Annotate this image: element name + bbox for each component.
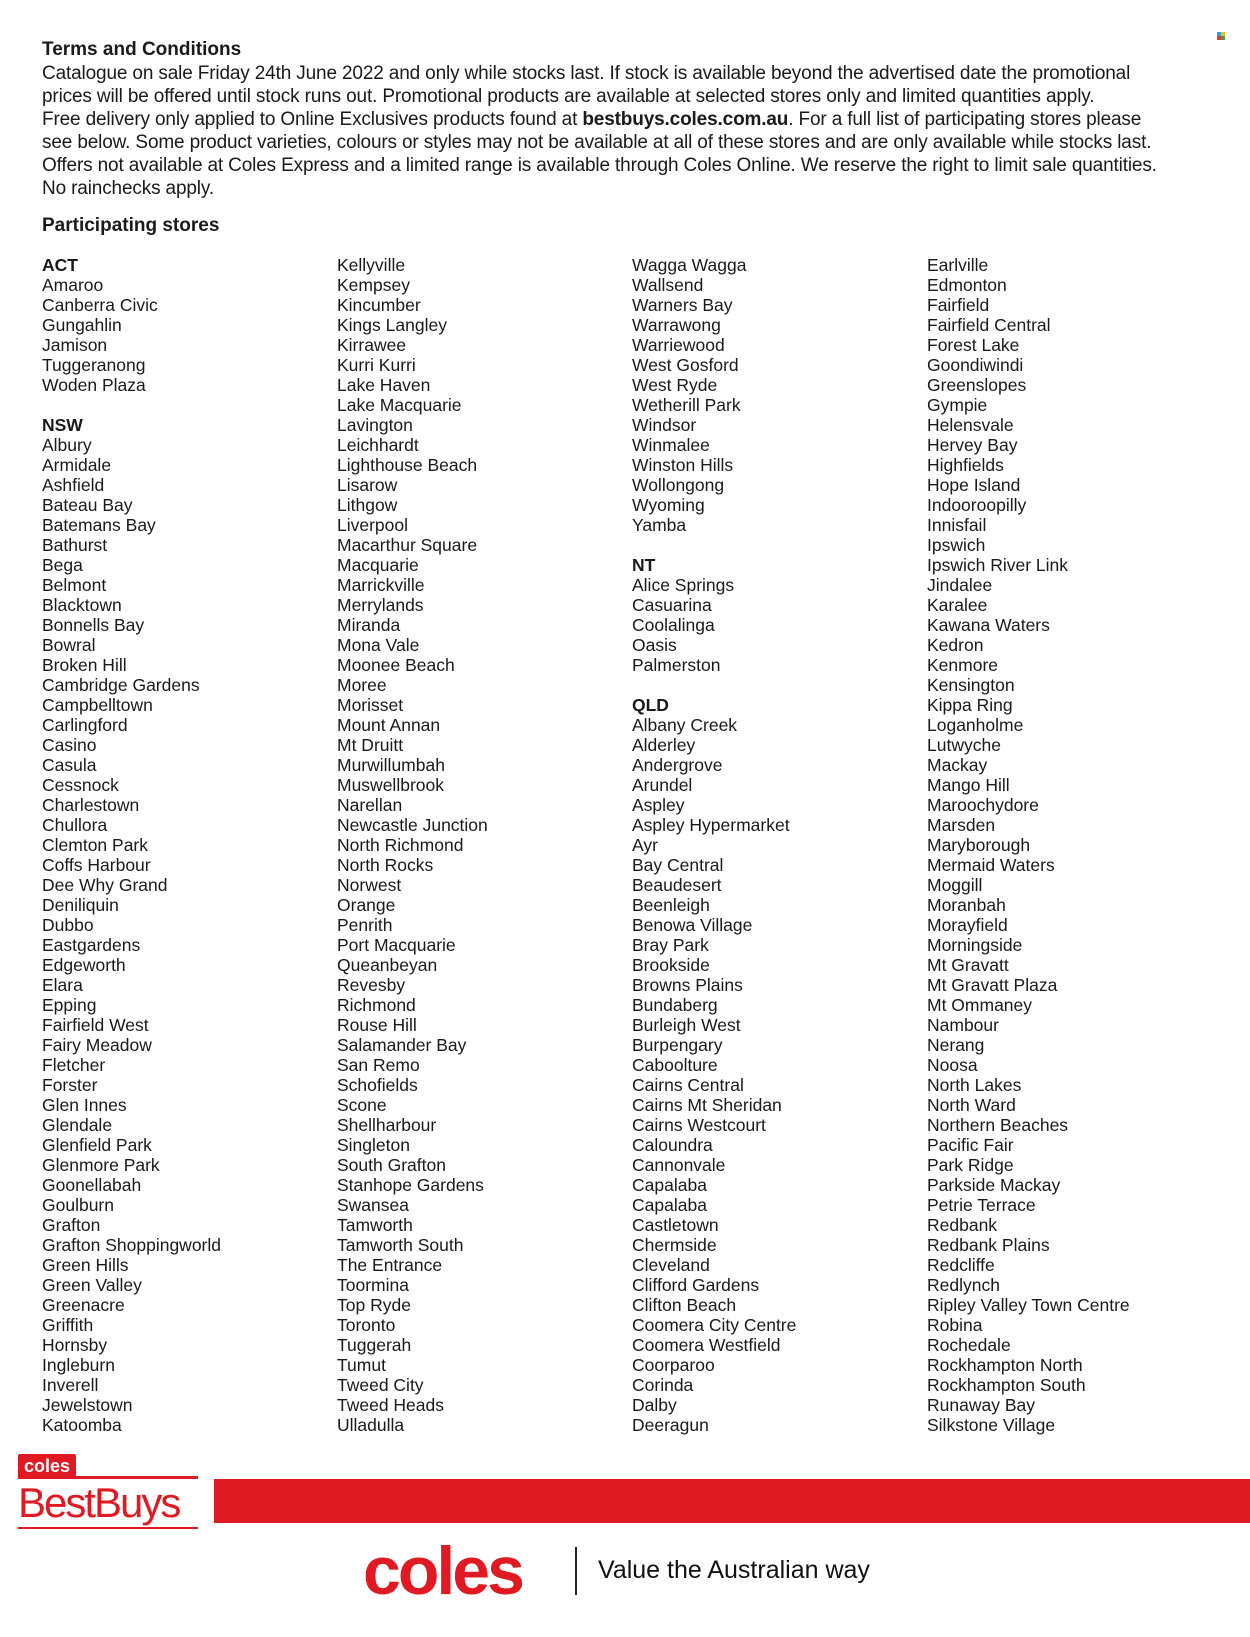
store-name: Fairfield West xyxy=(42,1015,149,1035)
store-name: Tumut xyxy=(337,1355,386,1375)
store-name: Ripley Valley Town Centre xyxy=(927,1295,1130,1315)
store-name: Lithgow xyxy=(337,495,398,515)
logo-underline xyxy=(18,1527,198,1529)
store-name: Toormina xyxy=(337,1275,409,1295)
store-name: Eastgardens xyxy=(42,935,141,955)
store-name: Yamba xyxy=(632,515,687,535)
store-name: Redlynch xyxy=(927,1275,1000,1295)
store-name: Coffs Harbour xyxy=(42,855,151,875)
store-name: Kirrawee xyxy=(337,335,407,355)
store-name: Mackay xyxy=(927,755,988,775)
store-name: Clifford Gardens xyxy=(632,1275,760,1295)
store-name: Moranbah xyxy=(927,895,1006,915)
store-name: Fairfield Central xyxy=(927,315,1051,335)
terms-line: No rainchecks apply. xyxy=(42,178,214,199)
store-name: Mt Gravatt Plaza xyxy=(927,975,1058,995)
store-name: Elara xyxy=(42,975,83,995)
store-name: Marrickville xyxy=(337,575,425,595)
store-name: Clemton Park xyxy=(42,835,149,855)
store-name: Browns Plains xyxy=(632,975,743,995)
store-name: Forest Lake xyxy=(927,335,1020,355)
store-name: Salamander Bay xyxy=(337,1035,467,1055)
store-name: Kedron xyxy=(927,635,984,655)
terms-line: Offers not available at Coles Express and a limited range is available through Coles Online. We reserve the right to limit sale quantities. xyxy=(42,155,1157,176)
store-name: Winston Hills xyxy=(632,455,734,475)
terms-text: Free delivery only applied to Online Exclusives products found at xyxy=(42,109,583,130)
store-name: Innisfail xyxy=(927,515,987,535)
store-name: San Remo xyxy=(337,1055,420,1075)
store-name: Aspley xyxy=(632,795,685,815)
store-name: Miranda xyxy=(337,615,401,635)
terms-text: . For a full list of participating stores please xyxy=(788,109,1142,130)
store-name: Redbank xyxy=(927,1215,998,1235)
store-name: Gungahlin xyxy=(42,315,122,335)
store-name: Revesby xyxy=(337,975,406,995)
store-name: Lake Macquarie xyxy=(337,395,462,415)
store-name: Redcliffe xyxy=(927,1255,995,1275)
store-name: Alice Springs xyxy=(632,575,735,595)
store-name: Ipswich xyxy=(927,535,986,555)
store-name: Kincumber xyxy=(337,295,421,315)
store-name: Blacktown xyxy=(42,595,122,615)
store-name: Tamworth South xyxy=(337,1235,464,1255)
coles-logo: coles xyxy=(363,1533,522,1609)
store-name: Woden Plaza xyxy=(42,375,146,395)
store-name: Fletcher xyxy=(42,1055,106,1075)
store-name: Tamworth xyxy=(337,1215,413,1235)
store-name: Edmonton xyxy=(927,275,1007,295)
store-name: West Ryde xyxy=(632,375,718,395)
store-name: Edgeworth xyxy=(42,955,126,975)
participating-stores-title: Participating stores xyxy=(42,215,220,236)
store-name: Fairfield xyxy=(927,295,990,315)
terms-and-conditions xyxy=(42,38,1212,200)
store-name: Broken Hill xyxy=(42,655,127,675)
store-name: North Ward xyxy=(927,1095,1016,1115)
store-name: Tuggerah xyxy=(337,1335,412,1355)
store-name: Castletown xyxy=(632,1215,719,1235)
terms-line: Catalogue on sale Friday 24th June 2022 and only while stocks last. If stock is available beyond the advertised date the promotional xyxy=(42,63,1131,84)
store-name: Merrylands xyxy=(337,595,424,615)
store-name: Cessnock xyxy=(42,775,119,795)
store-name: Queanbeyan xyxy=(337,955,438,975)
store-name: Robina xyxy=(927,1315,983,1335)
store-name: North Lakes xyxy=(927,1075,1022,1095)
store-name: Top Ryde xyxy=(337,1295,411,1315)
store-name: Lutwyche xyxy=(927,735,1001,755)
store-name: South Grafton xyxy=(337,1155,446,1175)
store-name: Morningside xyxy=(927,935,1023,955)
store-name: Lighthouse Beach xyxy=(337,455,478,475)
store-name: Rochedale xyxy=(927,1335,1011,1355)
footer-slogan: Value the Australian way xyxy=(598,1556,870,1584)
store-name: Wyoming xyxy=(632,495,705,515)
store-name: Ayr xyxy=(632,835,658,855)
store-name: Warriewood xyxy=(632,335,725,355)
store-name: Hornsby xyxy=(42,1335,108,1355)
store-name: Kawana Waters xyxy=(927,615,1050,635)
store-name: Glen Innes xyxy=(42,1095,127,1115)
store-name: Burpengary xyxy=(632,1035,723,1055)
store-name: Indooroopilly xyxy=(927,495,1027,515)
store-name: Alderley xyxy=(632,735,696,755)
store-name: Swansea xyxy=(337,1195,409,1215)
store-name: Campbelltown xyxy=(42,695,153,715)
store-name: Glendale xyxy=(42,1115,113,1135)
store-name: Bonnells Bay xyxy=(42,615,145,635)
store-name: Deeragun xyxy=(632,1415,709,1435)
store-name: Lake Haven xyxy=(337,375,431,395)
store-name: Park Ridge xyxy=(927,1155,1014,1175)
store-name: Wallsend xyxy=(632,275,704,295)
store-name: Hervey Bay xyxy=(927,435,1018,455)
store-name: Caboolture xyxy=(632,1055,718,1075)
store-name: Canberra Civic xyxy=(42,295,158,315)
store-name: Palmerston xyxy=(632,655,721,675)
store-name: Wagga Wagga xyxy=(632,255,747,275)
store-name: Beenleigh xyxy=(632,895,710,915)
store-name: Orange xyxy=(337,895,396,915)
store-name: Albury xyxy=(42,435,92,455)
store-column-2 xyxy=(337,255,617,1435)
logo-coles-tag: coles xyxy=(18,1454,76,1478)
store-name: Fairy Meadow xyxy=(42,1035,152,1055)
store-name: Toronto xyxy=(337,1315,396,1335)
store-name: Warrawong xyxy=(632,315,721,335)
store-name: Ipswich River Link xyxy=(927,555,1069,575)
store-name: Jamison xyxy=(42,335,108,355)
store-name: Cannonvale xyxy=(632,1155,726,1175)
store-name: Mt Gravatt xyxy=(927,955,1009,975)
store-name: Clifton Beach xyxy=(632,1295,737,1315)
store-name: Mount Annan xyxy=(337,715,441,735)
spacer xyxy=(42,395,322,415)
store-name: Beaudesert xyxy=(632,875,722,895)
store-name: West Gosford xyxy=(632,355,739,375)
store-name: Windsor xyxy=(632,415,697,435)
store-name: Jewelstown xyxy=(42,1395,133,1415)
store-name: Kempsey xyxy=(337,275,410,295)
state-heading: QLD xyxy=(632,695,669,715)
store-name: Oasis xyxy=(632,635,677,655)
store-name: Highfields xyxy=(927,455,1004,475)
store-name: Casuarina xyxy=(632,595,712,615)
store-name: Kensington xyxy=(927,675,1015,695)
store-name: Mt Ommaney xyxy=(927,995,1033,1015)
store-name: Forster xyxy=(42,1075,98,1095)
store-name: Green Hills xyxy=(42,1255,129,1275)
store-name: Penrith xyxy=(337,915,393,935)
store-name: Chullora xyxy=(42,815,108,835)
store-name: Leichhardt xyxy=(337,435,419,455)
store-name: Bowral xyxy=(42,635,96,655)
store-name: Winmalee xyxy=(632,435,710,455)
store-name: Murwillumbah xyxy=(337,755,445,775)
store-name: Muswellbrook xyxy=(337,775,444,795)
coles-bestbuys-logo xyxy=(18,1454,204,1530)
store-name: Morayfield xyxy=(927,915,1008,935)
store-name: Aspley Hypermarket xyxy=(632,815,790,835)
color-registration-mark xyxy=(1217,32,1225,40)
store-name: Pacific Fair xyxy=(927,1135,1014,1155)
store-name: Singleton xyxy=(337,1135,410,1155)
store-name: Katoomba xyxy=(42,1415,122,1435)
store-name: Mango Hill xyxy=(927,775,1010,795)
store-name: Tuggeranong xyxy=(42,355,146,375)
store-name: Amaroo xyxy=(42,275,104,295)
store-name: Grafton xyxy=(42,1215,101,1235)
store-name: Ulladulla xyxy=(337,1415,405,1435)
store-name: Goonellabah xyxy=(42,1175,142,1195)
terms-line xyxy=(42,108,1212,131)
store-name: Port Macquarie xyxy=(337,935,456,955)
store-name: Bay Central xyxy=(632,855,724,875)
store-name: The Entrance xyxy=(337,1255,443,1275)
red-banner-bar xyxy=(214,1479,1250,1523)
store-name: Moonee Beach xyxy=(337,655,455,675)
store-name: Albany Creek xyxy=(632,715,738,735)
store-name: North Rocks xyxy=(337,855,434,875)
state-heading: NT xyxy=(632,555,656,575)
store-name: Armidale xyxy=(42,455,112,475)
store-name: Nambour xyxy=(927,1015,999,1035)
store-name: Carlingford xyxy=(42,715,128,735)
store-name: Gympie xyxy=(927,395,988,415)
store-name: Kings Langley xyxy=(337,315,447,335)
store-name: Nerang xyxy=(927,1035,985,1055)
store-name: Shellharbour xyxy=(337,1115,437,1135)
store-name: Stanhope Gardens xyxy=(337,1175,484,1195)
store-name: Scone xyxy=(337,1095,387,1115)
store-name: Belmont xyxy=(42,575,107,595)
store-name: Maryborough xyxy=(927,835,1031,855)
store-name: Capalaba xyxy=(632,1195,707,1215)
store-name: Cairns Mt Sheridan xyxy=(632,1095,782,1115)
store-name: Cairns Central xyxy=(632,1075,744,1095)
store-name: Inverell xyxy=(42,1375,99,1395)
store-name: Marsden xyxy=(927,815,996,835)
store-name: Ingleburn xyxy=(42,1355,115,1375)
store-name: Morisset xyxy=(337,695,404,715)
store-name: Bega xyxy=(42,555,83,575)
store-name: Goulburn xyxy=(42,1195,114,1215)
store-name: Mona Vale xyxy=(337,635,420,655)
store-name: North Richmond xyxy=(337,835,464,855)
store-name: Lisarow xyxy=(337,475,398,495)
store-name: Kellyville xyxy=(337,255,406,275)
store-name: Richmond xyxy=(337,995,416,1015)
store-name: Newcastle Junction xyxy=(337,815,488,835)
store-name: Griffith xyxy=(42,1315,94,1335)
terms-heading: Terms and Conditions xyxy=(42,39,242,60)
store-name: Glenmore Park xyxy=(42,1155,160,1175)
store-name: Loganholme xyxy=(927,715,1024,735)
store-name: Silkstone Village xyxy=(927,1415,1056,1435)
store-name: Coolalinga xyxy=(632,615,715,635)
store-name: Greenacre xyxy=(42,1295,125,1315)
store-name: Redbank Plains xyxy=(927,1235,1050,1255)
state-heading: NSW xyxy=(42,415,83,435)
store-name: Wollongong xyxy=(632,475,725,495)
store-name: Burleigh West xyxy=(632,1015,741,1035)
store-name: Bundaberg xyxy=(632,995,718,1015)
store-name: Parkside Mackay xyxy=(927,1175,1061,1195)
store-name: Corinda xyxy=(632,1375,694,1395)
store-name: Batemans Bay xyxy=(42,515,156,535)
store-name: Greenslopes xyxy=(927,375,1027,395)
store-name: Chermside xyxy=(632,1235,717,1255)
store-name: Tweed City xyxy=(337,1375,424,1395)
store-name: Coomera Westfield xyxy=(632,1335,781,1355)
store-name: Goondiwindi xyxy=(927,355,1024,375)
store-name: Kenmore xyxy=(927,655,999,675)
store-name: Bateau Bay xyxy=(42,495,133,515)
store-name: Hope Island xyxy=(927,475,1021,495)
store-name: Epping xyxy=(42,995,97,1015)
store-name: Bray Park xyxy=(632,935,709,955)
store-name: Capalaba xyxy=(632,1175,707,1195)
store-name: Brookside xyxy=(632,955,710,975)
store-name: Ashfield xyxy=(42,475,105,495)
logo-bestbuys-text: BestBuys xyxy=(18,1479,180,1526)
store-name: Noosa xyxy=(927,1055,978,1075)
store-column-1 xyxy=(42,255,322,1435)
store-name: Wetherill Park xyxy=(632,395,741,415)
terms-line: see below. Some product varieties, colours or styles may not be available at all of these stores and are only available while stocks last. xyxy=(42,132,1152,153)
store-name: Earlville xyxy=(927,255,989,275)
store-name: Rouse Hill xyxy=(337,1015,417,1035)
store-name: Bathurst xyxy=(42,535,108,555)
store-name: Dalby xyxy=(632,1395,677,1415)
store-name: Petrie Terrace xyxy=(927,1195,1036,1215)
store-name: Arundel xyxy=(632,775,693,795)
terms-line: prices will be offered until stock runs out. Promotional products are available at selected stores only and limited quantities apply. xyxy=(42,86,1095,107)
store-name: Lavington xyxy=(337,415,413,435)
store-name: Maroochydore xyxy=(927,795,1039,815)
store-name: Warners Bay xyxy=(632,295,733,315)
store-name: Karalee xyxy=(927,595,988,615)
store-name: Liverpool xyxy=(337,515,409,535)
store-name: Green Valley xyxy=(42,1275,142,1295)
store-name: Coomera City Centre xyxy=(632,1315,797,1335)
store-name: Mermaid Waters xyxy=(927,855,1055,875)
footer-divider xyxy=(575,1547,577,1595)
store-name: Dee Why Grand xyxy=(42,875,168,895)
store-column-4 xyxy=(927,255,1207,1435)
store-name: Charlestown xyxy=(42,795,140,815)
spacer xyxy=(632,675,912,695)
store-name: Glenfield Park xyxy=(42,1135,152,1155)
store-name: Benowa Village xyxy=(632,915,753,935)
store-name: Schofields xyxy=(337,1075,418,1095)
store-name: Mt Druitt xyxy=(337,735,404,755)
store-name: Macquarie xyxy=(337,555,419,575)
store-name: Kippa Ring xyxy=(927,695,1013,715)
store-name: Jindalee xyxy=(927,575,993,595)
store-name: Caloundra xyxy=(632,1135,713,1155)
store-name: Casino xyxy=(42,735,97,755)
store-name: Deniliquin xyxy=(42,895,119,915)
store-name: Rockhampton North xyxy=(927,1355,1083,1375)
website-link[interactable]: bestbuys.coles.com.au xyxy=(582,109,789,130)
spacer xyxy=(632,535,912,555)
store-name: Narellan xyxy=(337,795,403,815)
store-name: Norwest xyxy=(337,875,402,895)
store-name: Cambridge Gardens xyxy=(42,675,200,695)
store-name: Dubbo xyxy=(42,915,94,935)
state-heading: ACT xyxy=(42,255,78,275)
store-name: Cleveland xyxy=(632,1255,710,1275)
store-name: Grafton Shoppingworld xyxy=(42,1235,221,1255)
store-name: Casula xyxy=(42,755,97,775)
store-column-3 xyxy=(632,255,912,1435)
store-name: Moree xyxy=(337,675,387,695)
store-name: Cairns Westcourt xyxy=(632,1115,766,1135)
store-name: Rockhampton South xyxy=(927,1375,1086,1395)
store-name: Coorparoo xyxy=(632,1355,715,1375)
store-name: Runaway Bay xyxy=(927,1395,1035,1415)
store-name: Kurri Kurri xyxy=(337,355,416,375)
store-name: Tweed Heads xyxy=(337,1395,445,1415)
store-name: Northern Beaches xyxy=(927,1115,1069,1135)
store-name: Helensvale xyxy=(927,415,1014,435)
store-name: Andergrove xyxy=(632,755,723,775)
store-name: Moggill xyxy=(927,875,983,895)
store-name: Macarthur Square xyxy=(337,535,478,555)
